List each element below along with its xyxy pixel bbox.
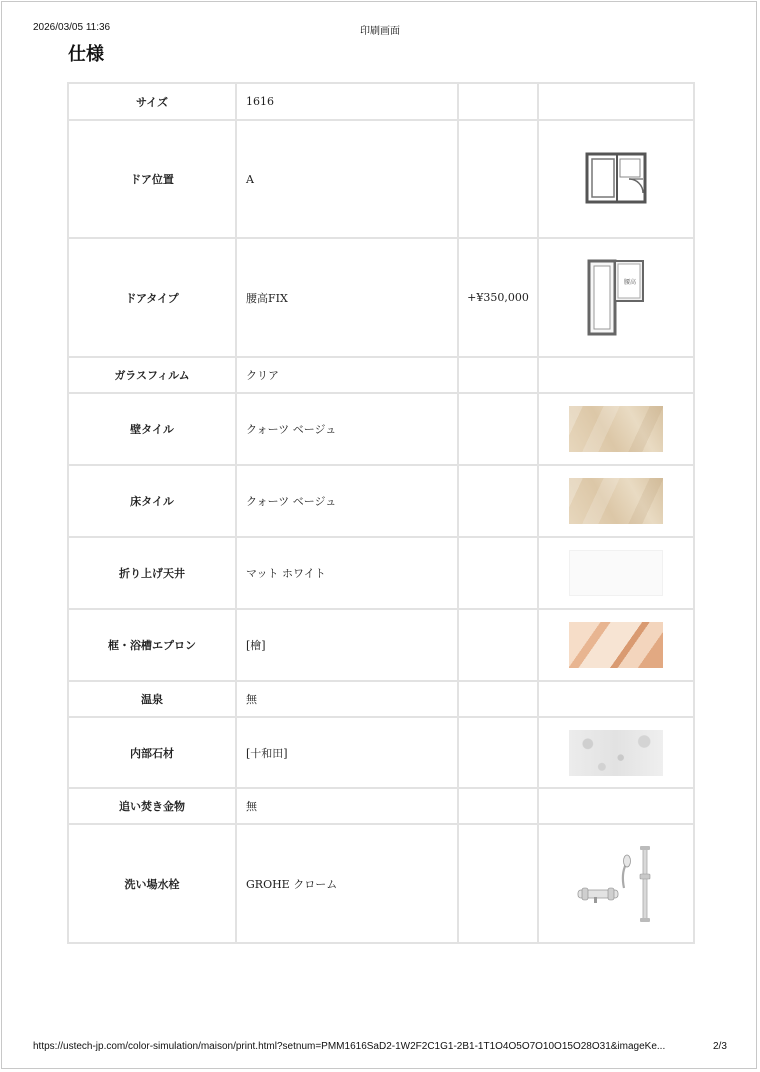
spec-price xyxy=(458,537,538,609)
door-position-diagram xyxy=(585,152,647,206)
spec-image-cell xyxy=(538,393,694,465)
spec-price xyxy=(458,357,538,393)
spec-label: ドアタイプ xyxy=(68,238,236,357)
spec-image-cell xyxy=(538,717,694,788)
footer-url: https://ustech-jp.com/color-simulation/maison/print.html?setnum=PMM1616SaD2-1W2F2C1G1-2B1-1T1O4O5O7O10O15O28O31&imageKe... xyxy=(33,1041,666,1052)
faucet-image xyxy=(574,844,658,924)
ceiling-swatch xyxy=(569,550,663,596)
print-datetime: 2026/03/05 11:36 xyxy=(33,22,111,33)
spec-label: 洗い場水栓 xyxy=(68,824,236,943)
spec-image-cell xyxy=(538,537,694,609)
spec-image-cell xyxy=(538,83,694,120)
spec-value: 1616 xyxy=(236,83,458,120)
table-row xyxy=(68,717,694,788)
spec-price xyxy=(458,393,538,465)
spec-price xyxy=(458,465,538,537)
spec-image-cell xyxy=(538,238,694,357)
table-row xyxy=(68,120,694,238)
door-type-diagram-label: 腰高 xyxy=(624,278,637,286)
spec-label: ドア位置 xyxy=(68,120,236,238)
spec-value: マット ホワイト xyxy=(236,537,458,609)
wood-swatch xyxy=(569,622,663,668)
stone-swatch xyxy=(569,730,663,776)
spec-image-cell xyxy=(538,465,694,537)
spec-image-cell xyxy=(538,120,694,238)
spec-label: 床タイル xyxy=(68,465,236,537)
spec-label: 框・浴槽エプロン xyxy=(68,609,236,681)
spec-price xyxy=(458,120,538,238)
spec-price xyxy=(458,717,538,788)
spec-label: 追い焚き金物 xyxy=(68,788,236,824)
table-row xyxy=(68,681,694,717)
table-row xyxy=(68,609,694,681)
table-row xyxy=(68,83,694,120)
spec-price xyxy=(458,788,538,824)
page-title: 仕様 xyxy=(68,44,104,65)
spec-image-cell xyxy=(538,609,694,681)
wall-tile-swatch xyxy=(569,406,663,452)
spec-label: 壁タイル xyxy=(68,393,236,465)
spec-image-cell xyxy=(538,357,694,393)
spec-image-cell xyxy=(538,788,694,824)
table-row xyxy=(68,824,694,943)
table-row xyxy=(68,537,694,609)
spec-value: [檜] xyxy=(236,609,458,681)
spec-value: 無 xyxy=(236,681,458,717)
spec-price xyxy=(458,609,538,681)
spec-image-cell xyxy=(538,681,694,717)
spec-value: 腰高FIX xyxy=(236,238,458,357)
spec-label: 内部石材 xyxy=(68,717,236,788)
spec-table xyxy=(67,82,695,944)
table-row xyxy=(68,357,694,393)
spec-price xyxy=(458,681,538,717)
spec-value: クォーツ ベージュ xyxy=(236,393,458,465)
spec-label: サイズ xyxy=(68,83,236,120)
spec-value: クォーツ ベージュ xyxy=(236,465,458,537)
footer-page-number: 2/3 xyxy=(713,1041,727,1052)
spec-value: A xyxy=(236,120,458,238)
spec-price xyxy=(458,83,538,120)
spec-value: 無 xyxy=(236,788,458,824)
spec-value: クリア xyxy=(236,357,458,393)
spec-value: GROHE クローム xyxy=(236,824,458,943)
spec-price: +¥350,000 xyxy=(458,238,538,357)
table-row xyxy=(68,465,694,537)
spec-price xyxy=(458,824,538,943)
table-row xyxy=(68,788,694,824)
spec-label: ガラスフィルム xyxy=(68,357,236,393)
table-row xyxy=(68,393,694,465)
print-title: 印刷画面 xyxy=(360,26,400,37)
floor-tile-swatch xyxy=(569,478,663,524)
spec-label: 温泉 xyxy=(68,681,236,717)
spec-label: 折り上げ天井 xyxy=(68,537,236,609)
spec-value: [十和田] xyxy=(236,717,458,788)
table-row xyxy=(68,238,694,357)
door-type-diagram xyxy=(587,259,645,337)
spec-image-cell xyxy=(538,824,694,943)
